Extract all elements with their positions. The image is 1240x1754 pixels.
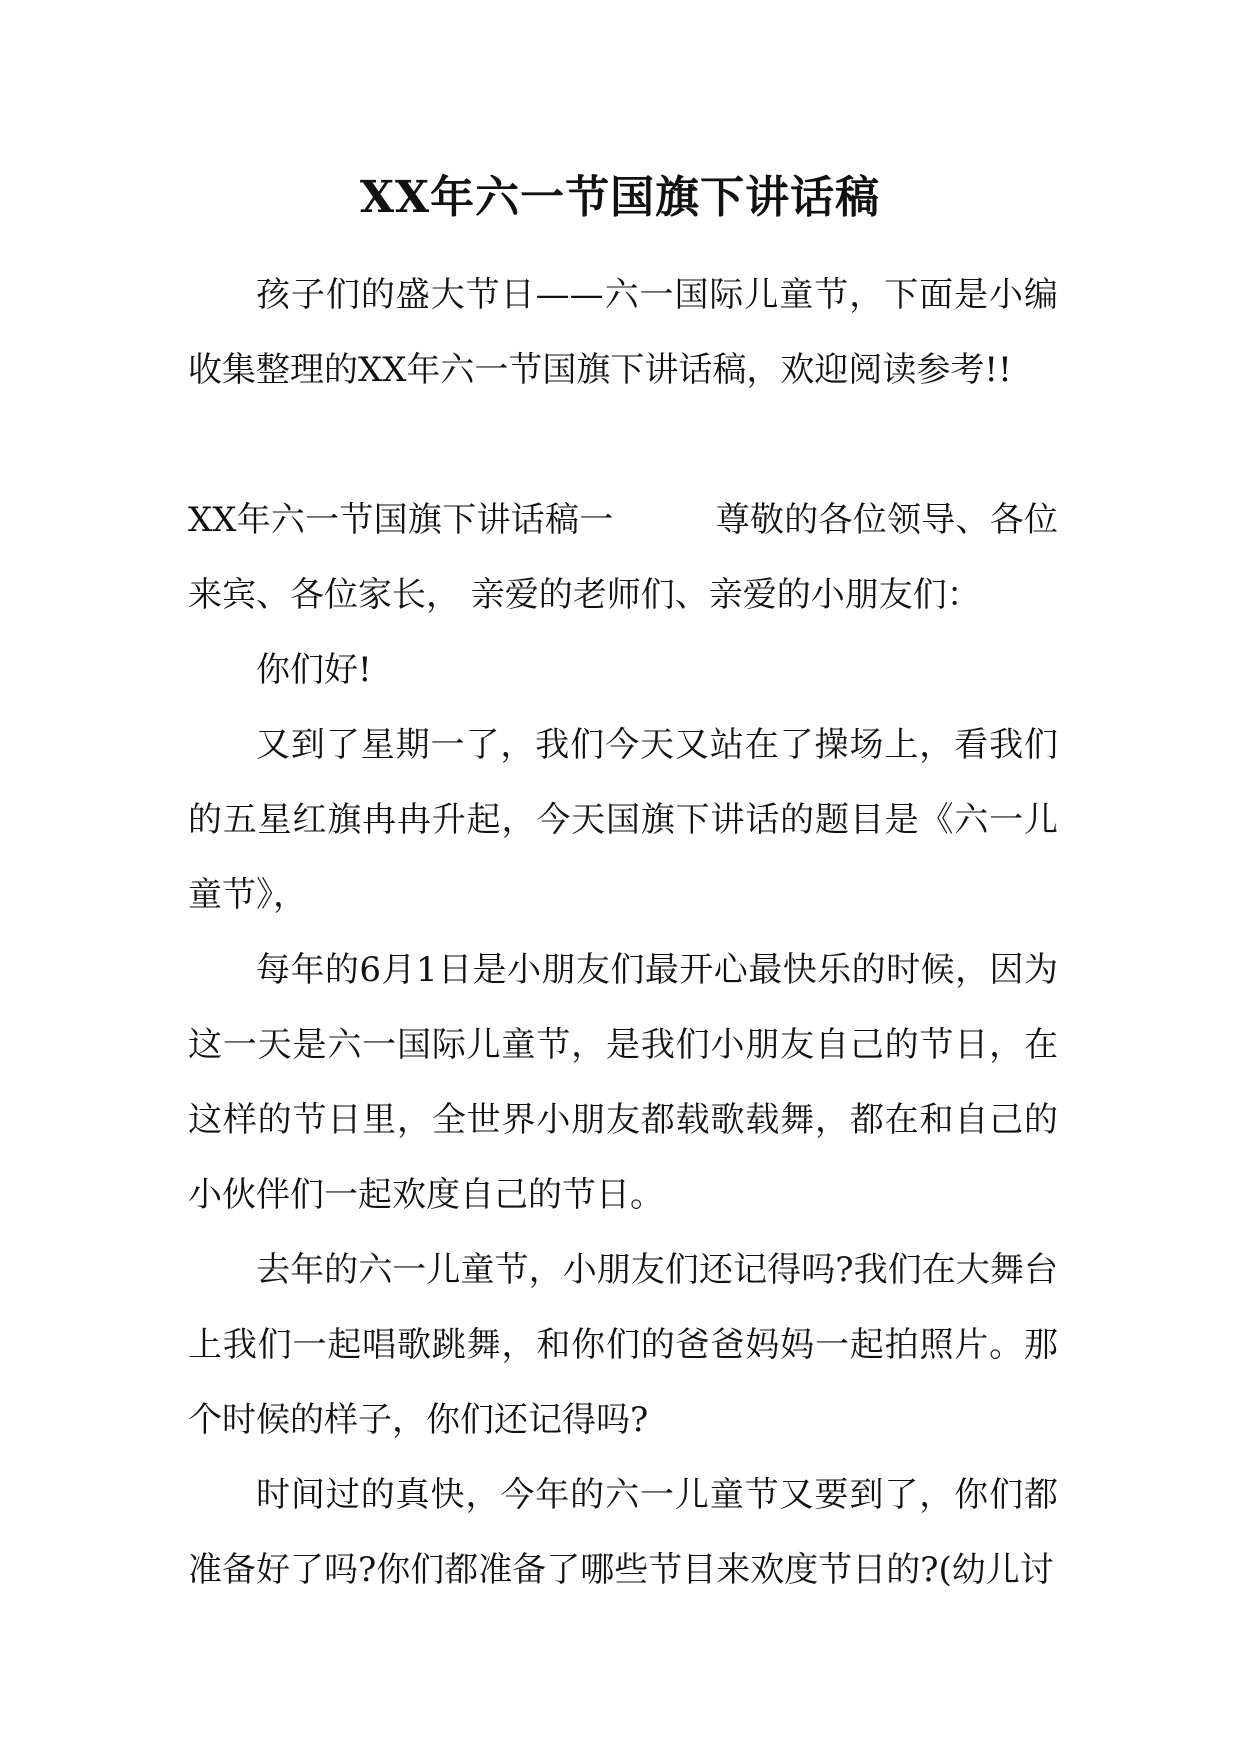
section-paragraph xyxy=(188,483,1058,633)
section-heading: XX年六一节国旗下讲话稿一 xyxy=(188,500,614,540)
document-title: XX年六一节国旗下讲话稿 xyxy=(359,172,881,223)
salutation: 尊敬的各位领导、各位来宾、各位家长， 亲爱的老师们、亲爱的小朋友们： xyxy=(188,500,1058,615)
paragraph-last-year: 去年的六一儿童节，小朋友们还记得吗?我们在大舞台上我们一起唱歌跳舞，和你们的爸爸妈妈一起拍照片。那个时候的样子，你们还记得吗? xyxy=(188,1250,1058,1440)
paragraph-this-year: 时间过的真快，今年的六一儿童节又要到了，你们都准备好了吗?你们都准备了哪些节目来欢度节日的?(幼儿讨 xyxy=(188,1475,1058,1590)
paragraph-childrens-day: 每年的6月1日是小朋友们最开心最快乐的时候，因为这一天是六一国际儿童节，是我们小朋友自己的节日，在这样的节日里，全世界小朋友都载歌载舞，都在和自己的小伙伴们一起欢度自己的节日。 xyxy=(188,950,1058,1215)
paragraph-greeting: 你们好! xyxy=(256,650,372,690)
paragraph-flag-raising: 又到了星期一了，我们今天又站在了操场上，看我们的五星红旗冉冉升起，今天国旗下讲话的题目是《六一儿童节》， xyxy=(188,725,1058,915)
intro-paragraph: 孩子们的盛大节日——六一国际儿童节，下面是小编收集整理的XX年六一节国旗下讲话稿，欢迎阅读参考!! xyxy=(188,275,1058,390)
document-body xyxy=(188,258,1058,1608)
